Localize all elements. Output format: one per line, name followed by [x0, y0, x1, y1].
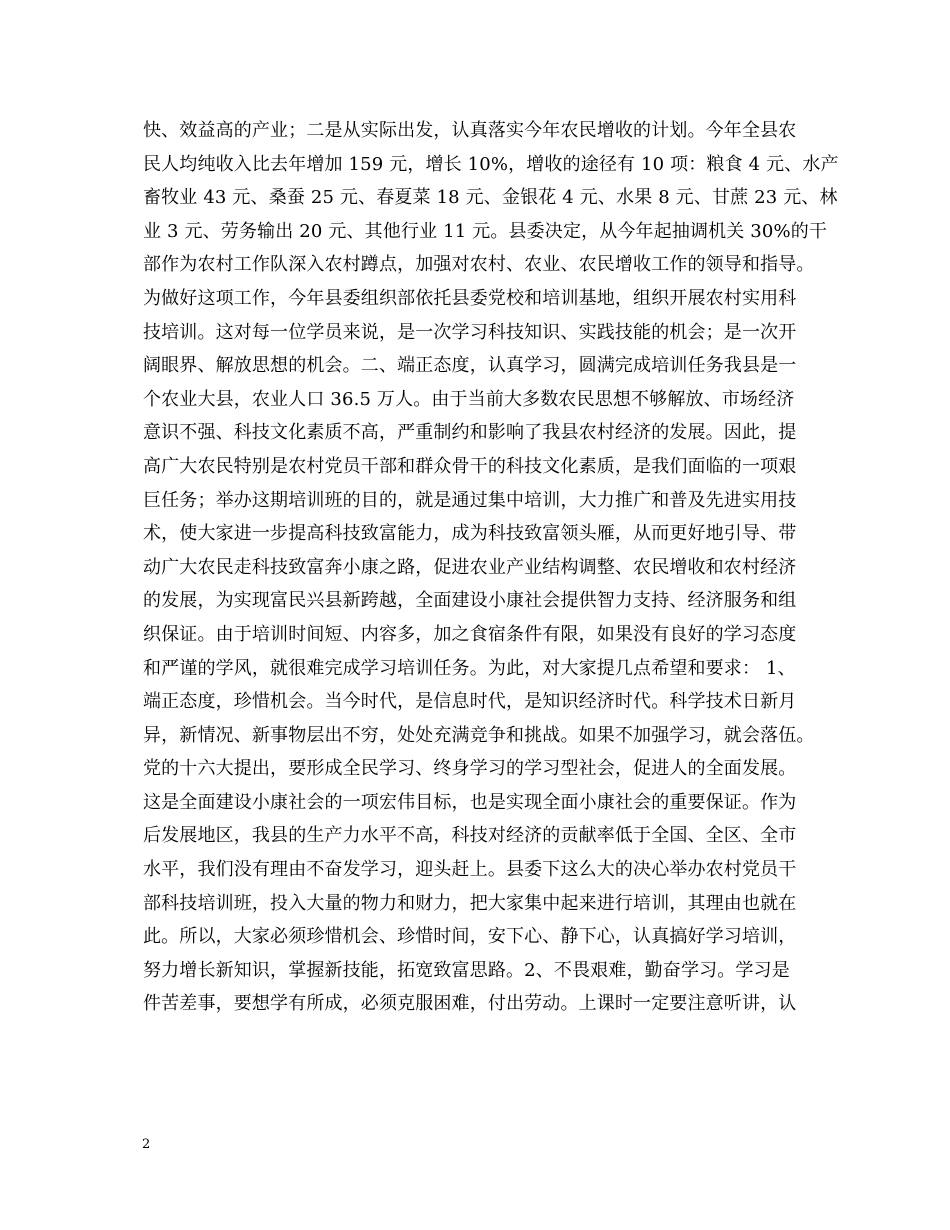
text-line: 异，新情况、新事物层出不穷，处处充满竞争和挑战。如果不加强学习，就会落伍。 [143, 724, 815, 746]
text-line: 水平，我们没有理由不奋发学习，迎头赶上。县委下这么大的决心举办农村党员干 [143, 859, 797, 881]
text-line: 后发展地区，我县的生产力水平不高，科技对经济的贡献率低于全国、全区、全市 [143, 825, 797, 847]
text-line: 此。所以，大家必须珍惜机会、珍惜时间，安下心、静下心，认真搞好学习培训， [143, 926, 797, 948]
text-line: 件苦差事，要想学有所成，必须克服困难，付出劳动。上课时一定要注意听讲，认 [143, 993, 797, 1015]
text-line: 动广大农民走科技致富奔小康之路，促进农业产业结构调整、农民增收和农村经济 [143, 556, 797, 578]
text-line: 技培训。这对每一位学员来说，是一次学习科技知识、实践技能的机会；是一次开 [143, 321, 797, 343]
text-line: 阔眼界、解放思想的机会。二、端正态度，认真学习，圆满完成培训任务我县是一 [143, 355, 797, 377]
text-line: 的发展，为实现富民兴县新跨越，全面建设小康社会提供智力支持、经济服务和组 [143, 590, 797, 612]
text-line: 术，使大家进一步提高科技致富能力，成为科技致富领头雁，从而更好地引导、带 [143, 523, 797, 545]
text-line: 端正态度，珍惜机会。当今时代，是信息时代，是知识经济时代。科学技术日新月 [143, 691, 797, 713]
text-line: 和严谨的学风，就很难完成学习培训任务。为此，对大家提几点希望和要求： 1、 [143, 657, 796, 679]
body-text [143, 114, 839, 1021]
text-line: 高广大农民特别是农村党员干部和群众骨干的科技文化素质，是我们面临的一项艰 [143, 455, 797, 477]
text-line: 业 3 元、劳务输出 20 元、其他行业 11 元。县委决定，从今年起抽调机关 30%的干 [143, 220, 828, 242]
text-line: 部作为农村工作队深入农村蹲点，加强对农村、农业、农民增收工作的领导和指导。 [143, 254, 815, 276]
text-line: 意识不强、科技文化素质不高，严重制约和影响了我县农村经济的发展。因此，提 [143, 422, 797, 444]
text-line: 织保证。由于培训时间短、内容多，加之食宿条件有限，如果没有良好的学习态度 [143, 623, 797, 645]
text-line: 这是全面建设小康社会的一项宏伟目标，也是实现全面小康社会的重要保证。作为 [143, 791, 797, 813]
text-line: 部科技培训班，投入大量的物力和财力，把大家集中起来进行培训，其理由也就在 [143, 892, 797, 914]
text-line: 畜牧业 43 元、桑蚕 25 元、春夏菜 18 元、金银花 4 元、水果 8 元、甘蔗 23 元、林 [143, 187, 838, 209]
page-number: 2 [142, 1137, 151, 1152]
text-line: 个农业大县，农业人口 36.5 万人。由于当前大多数农民思想不够解放、市场经济 [143, 388, 795, 410]
text-line: 党的十六大提出，要形成全民学习、终身学习的学习型社会，促进人的全面发展。 [143, 758, 797, 780]
text-line: 快、效益高的产业；二是从实际出发，认真落实今年农民增收的计划。今年全县农 [143, 120, 797, 141]
text-line: 巨任务；举办这期培训班的目的，就是通过集中培训，大力推广和普及先进实用技 [143, 489, 797, 511]
text-line: 努力增长新知识，掌握新技能，拓宽致富思路。2、不畏艰难，勤奋学习。学习是 [143, 959, 790, 981]
text-line: 为做好这项工作，今年县委组织部依托县委党校和培训基地，组织开展农村实用科 [143, 287, 797, 309]
text-line: 民人均纯收入比去年增加 159 元，增长 10%，增收的途径有 10 项：粮食 4 元、水产 [143, 153, 839, 175]
